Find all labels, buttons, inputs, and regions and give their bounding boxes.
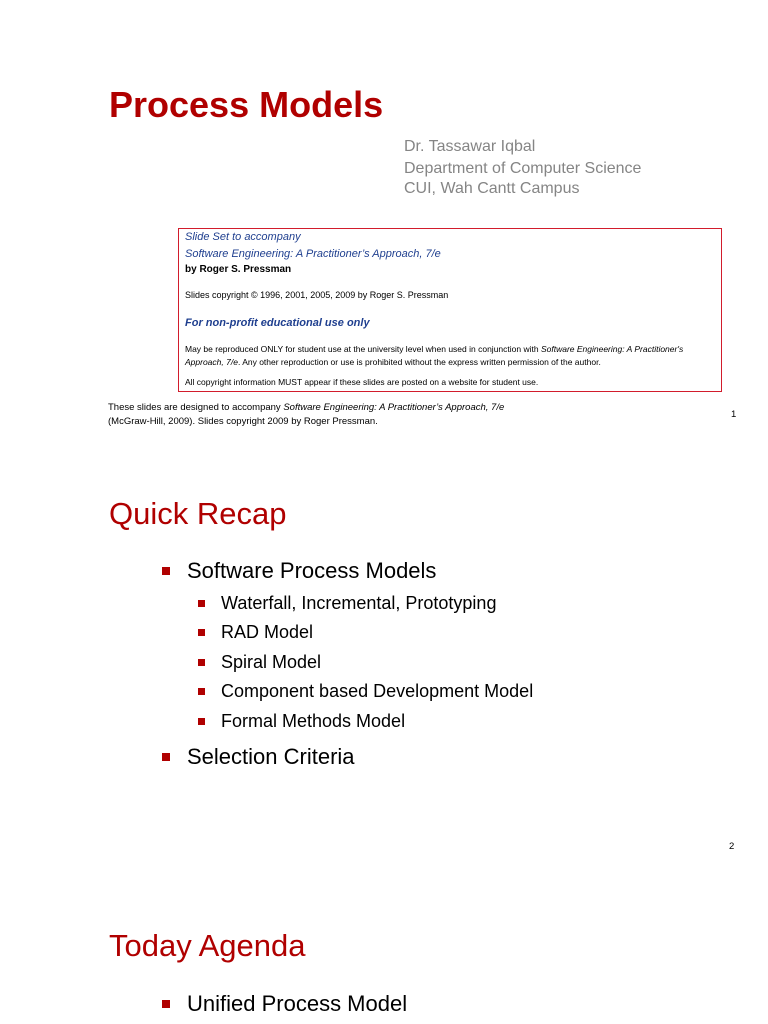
- slide-3-title: Today Agenda: [109, 928, 306, 963]
- reproduction-book-title: Software Engineering: A Practitioner's Approach, 7/e: [185, 344, 684, 367]
- reproduction-text-c: . Any other reproduction or use is prohibited without the express written permission of the author.: [237, 357, 601, 367]
- bullet-square-icon: [162, 567, 170, 575]
- sub-bullet-item: [198, 622, 313, 643]
- copyright-line-website: All copyright information MUST appear if these slides are posted on a website for student use.: [185, 377, 539, 387]
- bullet-item: [162, 744, 355, 770]
- bullet-text: Spiral Model: [221, 652, 322, 672]
- copyright-line-author: by Roger S. Pressman: [185, 264, 292, 275]
- author-department: Department of Computer Science: [404, 160, 642, 177]
- bullet-text: Waterfall, Incremental, Prototyping: [221, 593, 497, 613]
- sub-bullet-item: [198, 652, 321, 673]
- bullet-square-icon: [198, 659, 205, 666]
- sub-bullet-item: [198, 681, 533, 702]
- copyright-line-book-title: Software Engineering: A Practitioner’s Approach, 7/e: [185, 248, 441, 260]
- bullet-item: [162, 991, 407, 1017]
- slide-2-title: Quick Recap: [109, 496, 287, 531]
- bullet-square-icon: [198, 688, 205, 695]
- slide-1-title: Process Models: [109, 84, 384, 125]
- page-number: 1: [731, 409, 737, 420]
- footnote-text: These slides are designed to accompany: [108, 402, 284, 413]
- copyright-line-nonprofit: For non-profit educational use only: [185, 317, 370, 329]
- bullet-square-icon: [198, 600, 205, 607]
- sub-bullet-item: [198, 593, 496, 614]
- copyright-box: [178, 228, 722, 392]
- footnote-book-title: Software Engineering: A Practitioner’s Approach, 7/e: [283, 402, 505, 413]
- author-campus: CUI, Wah Cantt Campus: [404, 180, 580, 197]
- bullet-text: Component based Development Model: [221, 681, 534, 701]
- footnote-line-2: (McGraw-Hill, 2009). Slides copyright 2009 by Roger Pressman.: [108, 416, 378, 427]
- page-number: 2: [729, 841, 735, 852]
- bullet-square-icon: [162, 753, 170, 761]
- bullet-text: Selection Criteria: [187, 744, 355, 769]
- bullet-text: Formal Methods Model: [221, 711, 406, 731]
- bullet-text: Unified Process Model: [187, 991, 408, 1016]
- author-name: Dr. Tassawar Iqbal: [404, 138, 536, 155]
- bullet-square-icon: [162, 1000, 170, 1008]
- copyright-line-years: Slides copyright © 1996, 2001, 2005, 2009 by Roger S. Pressman: [185, 290, 449, 300]
- bullet-text: RAD Model: [221, 622, 314, 642]
- footnote-line-1: [108, 402, 504, 413]
- reproduction-text-a: May be reproduced ONLY for student use at the university level when used in conjunction with: [185, 344, 541, 354]
- copyright-line-reproduction: [185, 343, 715, 369]
- bullet-text: Software Process Models: [187, 558, 437, 583]
- bullet-square-icon: [198, 718, 205, 725]
- copyright-line-slide-set: Slide Set to accompany: [185, 231, 301, 243]
- bullet-square-icon: [198, 629, 205, 636]
- sub-bullet-item: [198, 711, 405, 732]
- bullet-item: [162, 558, 436, 584]
